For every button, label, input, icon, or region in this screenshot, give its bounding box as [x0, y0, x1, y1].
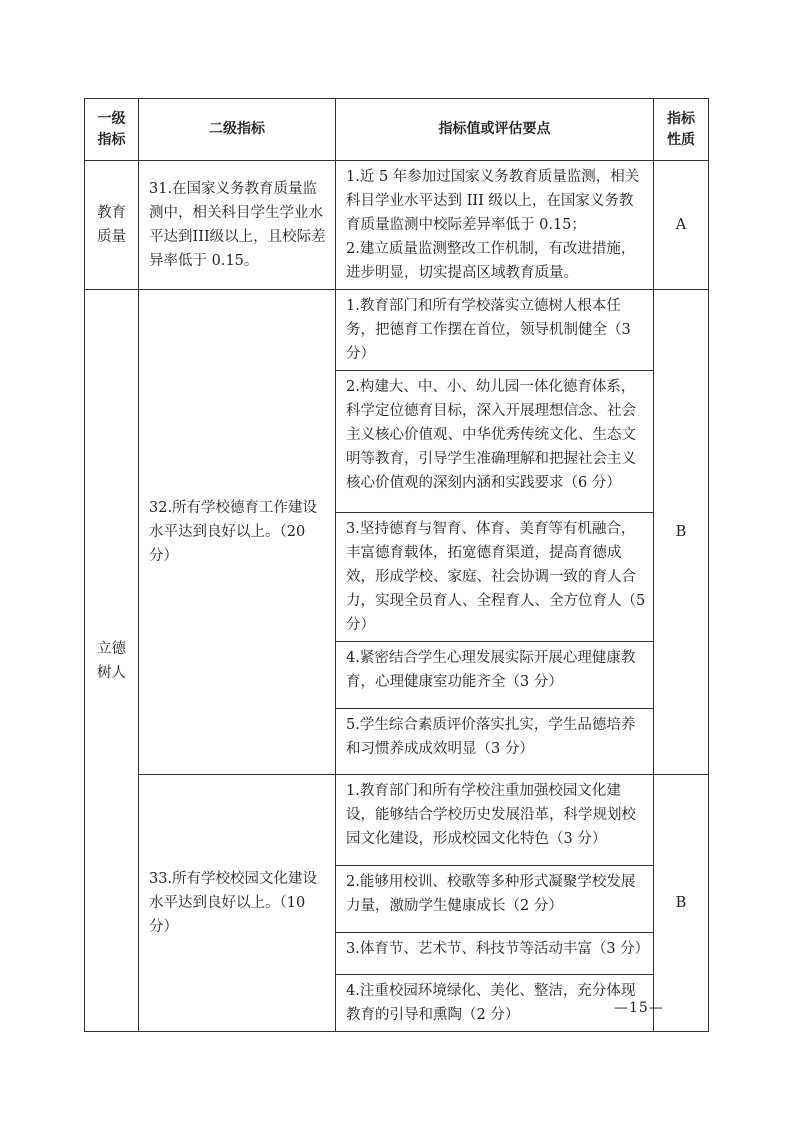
table-row [85, 290, 709, 371]
level2-cell: 31.在国家义务教育质量监测中，相关科目学生学业水平达到III级以上，且校际差异率低于 0.15。 [139, 161, 336, 290]
header-level2: 二级指标 [139, 99, 336, 161]
nature-cell: B [654, 290, 709, 775]
level1-cell: 教育质量 [85, 161, 139, 290]
points-cell: 3.体育节、艺术节、科技节等活动丰富（3 分） [336, 933, 654, 975]
table-row [85, 161, 709, 290]
header-level1: 一级指标 [85, 99, 139, 161]
level2-cell: 32.所有学校德育工作建设水平达到良好以上。（20 分） [139, 290, 336, 775]
points-cell: 1.教育部门和所有学校注重加强校园文化建设，能够结合学校历史发展沿革，科学规划校园文化建设，形成校园文化特色（3 分） [336, 775, 654, 866]
level2-cell: 33.所有学校校园文化建设水平达到良好以上。（10 分） [139, 775, 336, 1032]
indicator-table [84, 98, 709, 1032]
table-row [85, 775, 709, 866]
nature-cell: B [654, 775, 709, 1032]
points-cell: 2.构建大、中、小、幼儿园一体化德育体系，科学定位德育目标，深入开展理想信念、社会主义核心价值观、中华优秀传统文化、生态文明等教育，引导学生准确理解和把握社会主义核心价值观的深刻内涵和实践要求（6 分） [336, 371, 654, 513]
table-header-row [85, 99, 709, 161]
points-cell: 1.教育部门和所有学校落实立德树人根本任务，把德育工作摆在首位，领导机制健全（3 分） [336, 290, 654, 371]
header-points: 指标值或评估要点 [336, 99, 654, 161]
points-cell: 5.学生综合素质评价落实扎实，学生品德培养和习惯养成成效明显（3 分） [336, 709, 654, 775]
points-cell: 1.近 5 年参加过国家义务教育质量监测，相关科目学业水平达到 III 级以上，在国家义务教育质量监测中校际差异率低于 0.15； 2.建立质量监测整改工作机制，有改进措施，进步明显，切实提高区域教育质量。 [336, 161, 654, 290]
points-cell: 3.坚持德育与智育、体育、美育等有机融合，丰富德育载体，拓宽德育渠道，提高育德成效，形成学校、家庭、社会协调一致的育人合力，实现全员育人、全程育人、全方位育人（5 分） [336, 513, 654, 642]
nature-cell: A [654, 161, 709, 290]
points-cell: 4.注重校园环境绿化、美化、整洁，充分体现教育的引导和熏陶（2 分） [336, 975, 654, 1032]
page-number: —15— [614, 1000, 664, 1016]
points-cell: 2.能够用校训、校歌等多种形式凝聚学校发展力量，激励学生健康成长（2 分） [336, 866, 654, 933]
points-cell: 4.紧密结合学生心理发展实际开展心理健康教育，心理健康室功能齐全（3 分） [336, 642, 654, 709]
level1-cell: 立德树人 [85, 290, 139, 1032]
header-nature: 指标性质 [654, 99, 709, 161]
